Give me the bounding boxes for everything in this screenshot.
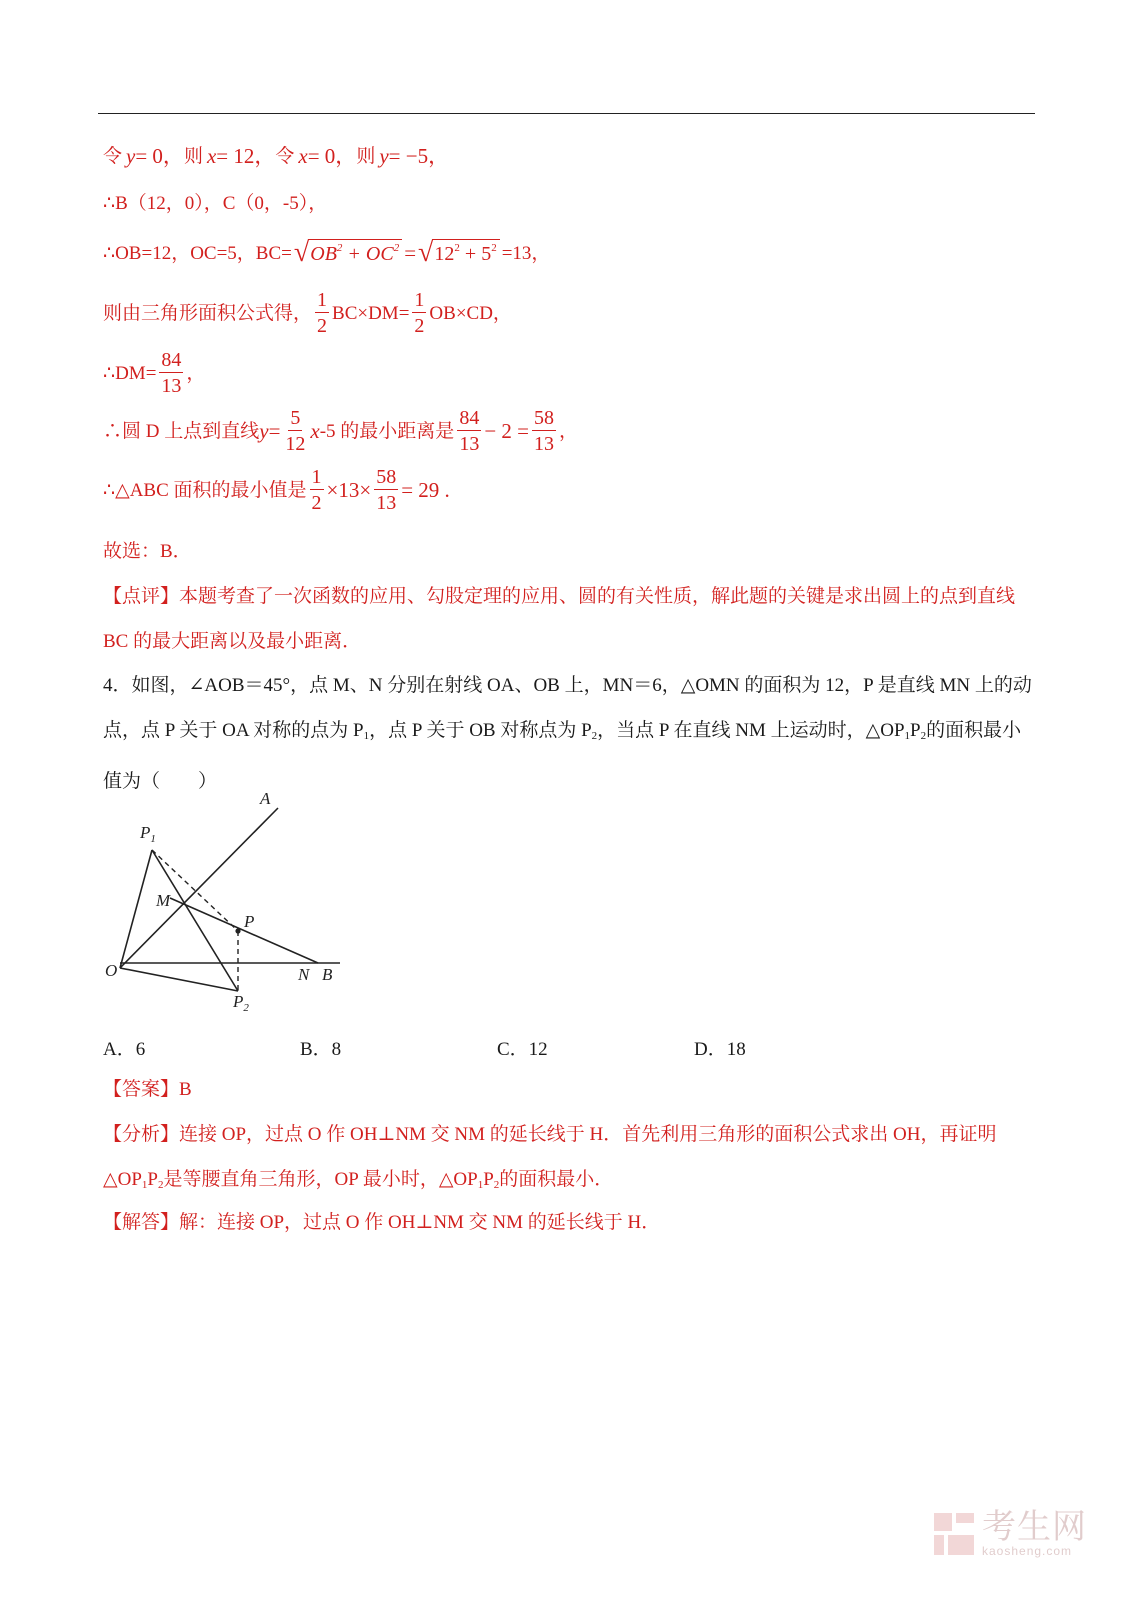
text: 【分析】连接 OP，过点 O 作 OH⊥NM 交 NM 的延长线于 H．首先利用三角形的面积公式求出 OH，再证明△OP [103, 1124, 997, 1190]
text: ， [559, 420, 579, 442]
math-text: = 0， [135, 144, 184, 168]
label-a: A [260, 790, 271, 808]
math-text: = −5， [388, 144, 450, 168]
text: BC×DM= [332, 302, 410, 324]
text: 则 [183, 146, 203, 167]
denominator: 12 [285, 433, 306, 455]
option-d[interactable]: D．18 [694, 1039, 746, 1060]
label-subscript: 2 [243, 1002, 249, 1014]
denominator: 2 [414, 315, 425, 337]
subscript: 1 [363, 730, 370, 742]
solution-line-5 [103, 350, 205, 396]
solution-line-1 [103, 146, 449, 167]
numerator: 58 [534, 407, 554, 429]
label-p2 [232, 992, 249, 1014]
fraction [315, 290, 329, 336]
solution-line-8: 故选：B． [103, 541, 192, 562]
exponent: 2 [336, 242, 343, 254]
denominator: 2 [311, 492, 322, 514]
text: ∴△ABC 面积的最小值是 [103, 479, 307, 501]
label-b: B [322, 965, 333, 984]
numerator: 1 [317, 289, 328, 311]
label-subscript: 1 [150, 833, 156, 845]
text: 则由三角形面积公式得， [103, 302, 313, 324]
segment-op1 [120, 850, 152, 968]
text: =13， [501, 242, 551, 264]
subscript: 1 [904, 730, 911, 742]
math-var: y [126, 144, 136, 168]
math-text: = 0， [307, 144, 357, 168]
solution-line-2: ∴B（12，0），C（0，-5）， [103, 193, 328, 214]
fraction [310, 467, 324, 513]
comment-paragraph: 【点评】本题考查了一次函数的应用、勾股定理的应用、圆的有关性质，解此题的关键是求出圆上的点到直线 BC 的最大距离以及最小距离． [103, 586, 1016, 652]
header-rule [98, 113, 1035, 114]
solution-line-7 [103, 467, 450, 513]
label-letter: P [140, 823, 151, 842]
sqrt-expression [294, 239, 402, 267]
option-c[interactable]: C．12 [497, 1039, 548, 1060]
watermark-logo-icon [932, 1511, 976, 1557]
watermark-url: kaosheng.com [982, 1544, 1073, 1558]
subscript: 2 [591, 730, 598, 742]
text: OB×CD， [429, 302, 512, 324]
text: 令 [103, 146, 123, 167]
numerator: 1 [311, 466, 322, 488]
numerator: 84 [459, 407, 480, 429]
segment-op2 [120, 968, 238, 991]
fraction [532, 408, 556, 454]
fraction [159, 350, 183, 396]
solution-line: 【解答】解：连接 OP，过点 O 作 OH⊥NM 交 NM 的延长线于 H． [103, 1212, 661, 1233]
term: OB [310, 243, 337, 265]
label-p1 [139, 823, 156, 845]
option-b[interactable]: B．8 [300, 1039, 342, 1060]
math-text: = [404, 240, 417, 265]
math-var: y [259, 418, 269, 443]
denominator: 2 [317, 315, 328, 337]
subscript: 2 [157, 1179, 164, 1191]
watermark [932, 1510, 1087, 1558]
radicand [432, 239, 499, 267]
text: P [483, 1169, 494, 1190]
math-text: − 2 = [484, 418, 529, 443]
text: 4．如图，∠AOB＝45°，点 M、N 分别在射线 OA、OB 上，MN＝6，△OMN 的面积为 12，P 是直线 MN 上的动点，点 P 关于 OA 对称的点为 P [103, 675, 1032, 741]
text: ， [186, 362, 206, 384]
exponent: 2 [454, 242, 460, 254]
math-text: = 29 . [401, 477, 450, 502]
fraction [374, 467, 398, 513]
math-var: x [206, 144, 217, 168]
point-p [235, 928, 240, 933]
solution-line-3 [103, 239, 550, 267]
analysis-paragraph [103, 1112, 1033, 1208]
math-var: x [310, 418, 320, 443]
subscript: 1 [477, 1179, 484, 1191]
question-4-text [103, 663, 1033, 804]
text: 则 [356, 146, 376, 167]
sqrt-expression [418, 239, 500, 267]
solution-line-4 [103, 290, 512, 336]
numerator: 58 [376, 466, 397, 488]
subscript: 2 [920, 730, 927, 742]
text: P [147, 1169, 158, 1190]
option-a[interactable]: A．6 [103, 1039, 146, 1060]
exponent: 2 [491, 242, 497, 254]
label-p: P [244, 912, 255, 931]
text: ∴OB=12，OC=5，BC= [103, 242, 292, 264]
watermark-text: 考生网 [982, 1508, 1087, 1546]
subscript: 2 [493, 1179, 500, 1191]
fraction [412, 290, 426, 336]
answer-line: 【答案】B [103, 1079, 192, 1100]
text: ，点 P 关于 OB 对称点为 P [369, 720, 592, 741]
fraction [457, 408, 481, 454]
segment-p1p2 [152, 850, 238, 991]
denominator: 13 [534, 433, 554, 455]
text: ，当点 P 在直线 NM 上运动时，△OP [597, 720, 905, 741]
numerator: 5 [290, 407, 301, 429]
text: ∴圆 D 上点到直线 [103, 420, 260, 442]
text: -5 的最小距离是 [319, 420, 455, 442]
numerator: 1 [414, 289, 425, 311]
text: 的面积最小值为（ ） [103, 720, 1022, 792]
exponent: 2 [393, 242, 400, 254]
geometry-figure [100, 790, 360, 1030]
term: + OC [342, 243, 394, 265]
solution-line-6 [103, 408, 578, 454]
label-n: N [298, 965, 310, 984]
label-o: O [105, 961, 118, 980]
math-text: = [268, 418, 281, 443]
math-var: y [379, 144, 389, 168]
subscript: 1 [141, 1179, 148, 1191]
term: + 5 [459, 243, 492, 265]
text: ∴DM= [103, 362, 157, 384]
text: 的面积最小． [499, 1169, 614, 1190]
radicand [308, 239, 402, 267]
term: 12 [434, 243, 455, 265]
label-m: M [156, 891, 171, 910]
fraction [283, 408, 307, 454]
math-var: x [298, 144, 308, 168]
text: 令 [275, 146, 295, 167]
numerator: 84 [161, 349, 182, 371]
text: P [910, 720, 921, 741]
math-text: ×13× [326, 477, 372, 502]
label-letter: P [233, 992, 244, 1011]
denominator: 13 [459, 433, 480, 455]
radical-sign: √ [418, 237, 434, 268]
radical-sign: √ [293, 237, 310, 268]
text: 是等腰直角三角形，OP 最小时，△OP [163, 1169, 478, 1190]
math-text: = 12， [216, 144, 276, 168]
denominator: 13 [376, 492, 397, 514]
denominator: 13 [161, 375, 182, 397]
